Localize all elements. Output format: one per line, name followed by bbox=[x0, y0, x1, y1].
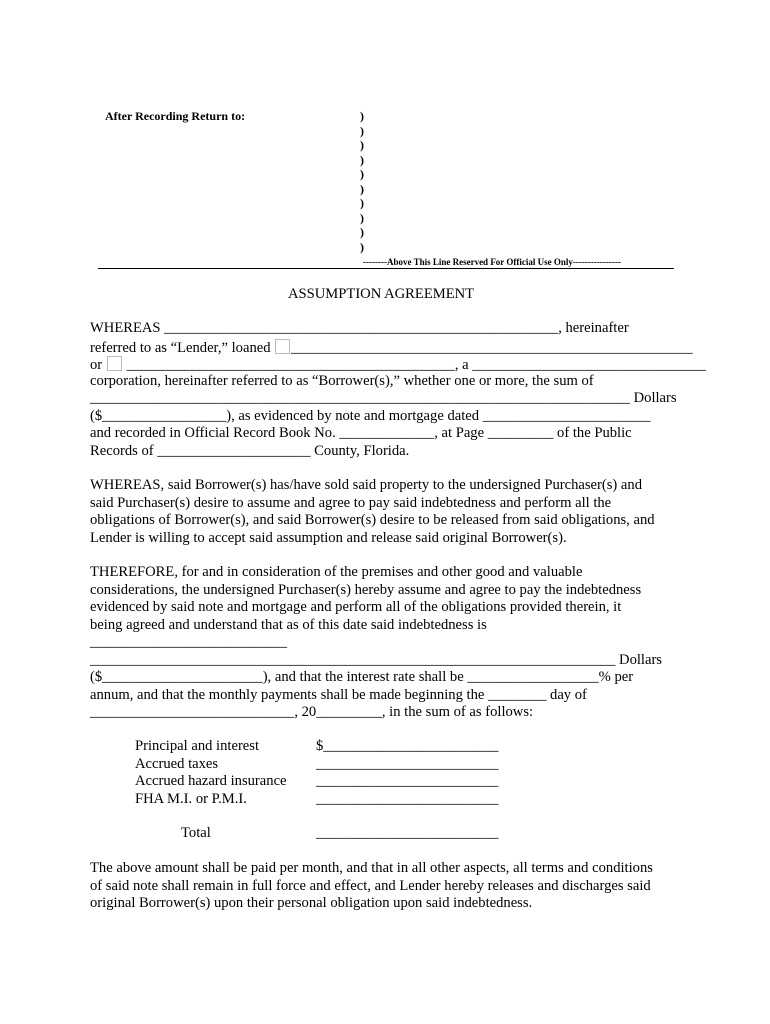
payment-item-value: _________________________ bbox=[316, 790, 499, 807]
payment-item-value: _________________________ bbox=[316, 773, 499, 789]
text-line: The above amount shall be paid per month, and that in all other aspects, all terms and conditions bbox=[90, 860, 653, 876]
text-line: THEREFORE, for and in consideration of the premises and other good and valuable bbox=[90, 564, 583, 580]
payment-total-value: _________________________ bbox=[316, 825, 499, 841]
text-line: said Purchaser(s) desire to assume and agree to pay said indebtedness and perform all the bbox=[90, 494, 612, 511]
text-line: Records of _____________________ County, Florida. bbox=[90, 442, 410, 459]
text-line: __________________________________________________________________________ Dollars bbox=[90, 390, 677, 406]
text-segment: or bbox=[90, 357, 103, 373]
text-line: WHEREAS ______________________________________________________, hereinafter bbox=[90, 320, 629, 336]
text-line: considerations, the undersigned Purchaser(s) hereby assume and agree to pay the indebtedness bbox=[90, 581, 642, 598]
paren: ) bbox=[360, 138, 364, 152]
paren: ) bbox=[360, 123, 364, 138]
return-address-label: After Recording Return to: bbox=[105, 109, 246, 123]
text-line: WHEREAS, said Borrower(s) has/have sold said property to the undersigned Purchaser(s) and bbox=[90, 477, 642, 493]
text-line bbox=[90, 356, 706, 373]
payment-total-label: Total bbox=[181, 825, 211, 841]
lender-name-blank: _______________________________________________________ bbox=[291, 339, 693, 356]
paren: ) bbox=[360, 210, 364, 225]
text-line: obligations of Borrower(s), and said Borrower(s) desire to be released from said obligations, and bbox=[90, 512, 655, 528]
text-line bbox=[90, 339, 693, 356]
text-line: original Borrower(s) upon their personal obligation upon said indebtedness. bbox=[90, 895, 533, 911]
text-line: annum, and that the monthly payments shall be made beginning the ________ day of bbox=[90, 686, 587, 703]
text-line: ($______________________), and that the interest rate shall be __________________% per bbox=[90, 669, 634, 685]
text-line: ________________________________________________________________________ Dollars bbox=[90, 651, 662, 668]
paren: ) bbox=[360, 181, 364, 196]
paren: ) bbox=[360, 225, 364, 239]
paren: ) bbox=[360, 109, 364, 123]
payment-item-value: _________________________ bbox=[316, 755, 499, 772]
text-line: Lender is willing to accept said assumption and release said original Borrower(s). bbox=[90, 529, 567, 546]
paren: ) bbox=[360, 196, 364, 210]
text-line: ($_________________), as evidenced by note and mortgage dated _______________________ bbox=[90, 407, 651, 424]
paren: ) bbox=[360, 167, 364, 181]
document-title: ASSUMPTION AGREEMENT bbox=[288, 286, 475, 302]
recording-divider-line bbox=[98, 268, 674, 269]
payment-item-label: Accrued hazard insurance bbox=[135, 773, 287, 789]
payment-item-label: FHA M.I. or P.M.I. bbox=[135, 790, 247, 807]
borrower-name-blank: _____________________________________________, a ________________________________ bbox=[126, 357, 706, 373]
text-line: ___________________________ bbox=[90, 634, 288, 650]
text-line: being agreed and understand that as of this date said indebtedness is bbox=[90, 616, 487, 633]
payment-item-value: $________________________ bbox=[316, 738, 499, 754]
paren: ) bbox=[360, 239, 364, 254]
lender-type-checkbox[interactable] bbox=[275, 339, 290, 354]
text-line: of said note shall remain in full force and effect, and Lender hereby releases and discharges said bbox=[90, 877, 651, 894]
text-segment: referred to as “Lender,” loaned bbox=[90, 339, 271, 356]
text-line: ____________________________, 20_________, in the sum of as follows: bbox=[90, 704, 534, 720]
payment-item-label: Accrued taxes bbox=[135, 755, 219, 772]
official-use-notice: --------Above This Line Reserved For Official Use Only---------------- bbox=[363, 257, 621, 267]
payment-item-label: Principal and interest bbox=[135, 738, 260, 754]
text-line: evidenced by said note and mortgage and perform all of the obligations provided therein, it bbox=[90, 599, 622, 615]
paren: ) bbox=[360, 152, 364, 167]
borrower-type-checkbox[interactable] bbox=[107, 356, 122, 371]
text-line: and recorded in Official Record Book No. _____________, at Page _________ of the Public bbox=[90, 425, 632, 441]
text-line: corporation, hereinafter referred to as “Borrower(s),” whether one or more, the sum of bbox=[90, 372, 594, 389]
